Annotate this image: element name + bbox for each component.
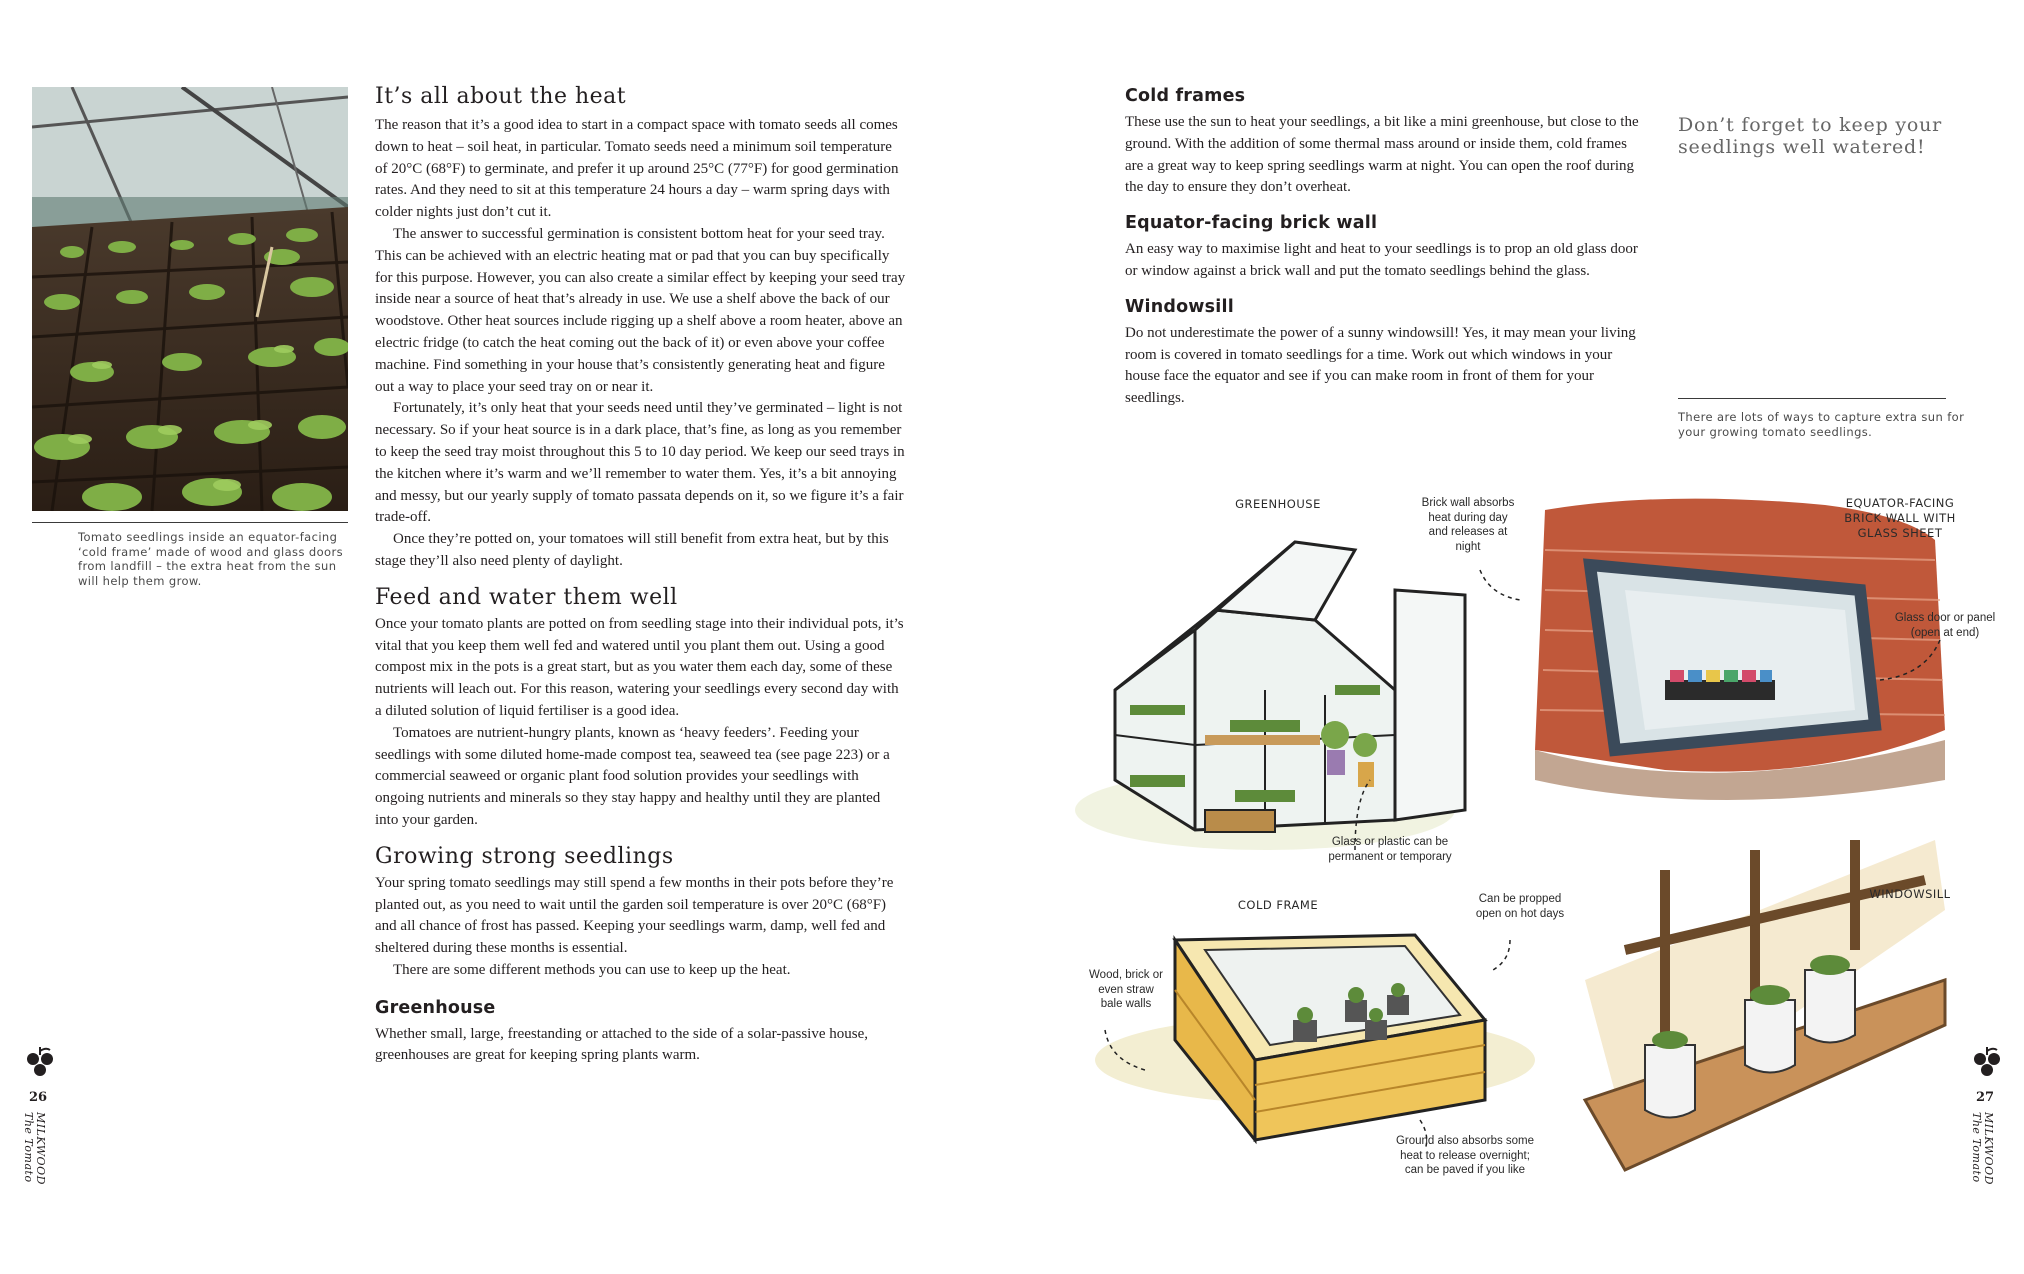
illustration-label-greenhouse: GREENHOUSE xyxy=(1235,497,1321,511)
running-head-book: MILKWOOD xyxy=(34,1112,47,1185)
illustration-note-cold-frame-open: Can be propped open on hot days xyxy=(1475,893,1565,920)
seedling-methods-illustration xyxy=(1065,480,1965,1200)
right-text-column xyxy=(1125,86,1645,410)
illustration-label-cold-frame: COLD FRAME xyxy=(1237,898,1319,912)
paragraph: These use the sun to heat your seedlings, a bit like a mini greenhouse, but close to the ground. With the addition of some thermal mass around or inside them, cold frames are a great way to keep spring seedlings warm at night. You can open the roof during the day to ensure they don’t overheat. xyxy=(1125,114,1639,196)
section-brick-wall-body xyxy=(1125,239,1645,283)
illustration-note-glass: Glass door or panel (open at end) xyxy=(1894,612,1996,639)
section-windowsill-body xyxy=(1125,323,1645,410)
illustration-note-brick-wall: Brick wall absorbs heat during day and releases at night xyxy=(1421,497,1515,553)
left-text-column xyxy=(375,84,907,1067)
heading-brick-wall: Equator-facing brick wall xyxy=(1125,213,1378,234)
illustration-note-cold-frame-walls: Wood, brick or even straw bale walls xyxy=(1089,969,1163,1010)
photo-caption-rule xyxy=(32,522,348,523)
heading-feed: Feed and water them well xyxy=(375,584,678,610)
illustration-note-greenhouse: Glass or plastic can be permanent or temporary xyxy=(1328,836,1452,863)
paragraph: Tomatoes are nutrient-hungry plants, known as ‘heavy feeders’. Feeding your seedlings with some diluted home-made compost tea, seaweed tea (see page 223) or a commercial seaweed or organic plant food solution provides your seedlings with ongoing nutrients and minerals so they stay happy and healthy until they are planted into your garden. xyxy=(375,724,890,828)
heading-windowsill: Windowsill xyxy=(1125,296,1234,317)
paragraph: Do not underestimate the power of a sunny windowsill! Yes, it may mean your living room is covered in tomato seedlings for a time. Work out which windows in your house face the equator and see if you can make room in front of them for your seedlings. xyxy=(1125,324,1636,407)
running-head-left xyxy=(22,1112,46,1192)
running-head-chapter: The Tomato xyxy=(22,1112,35,1183)
greenhouse-drawing xyxy=(1075,542,1465,850)
paragraph: There are some different methods you can use to keep up the heat. xyxy=(393,961,791,978)
heading-heat: It’s all about the heat xyxy=(375,84,627,109)
paragraph: An easy way to maximise light and heat to your seedlings is to prop an old glass door or window against a brick wall and put the tomato seedlings behind the glass. xyxy=(1125,241,1638,279)
page-number-left: 26 xyxy=(29,1090,48,1105)
running-head-chapter: The Tomato xyxy=(1970,1112,1983,1183)
paragraph: Your spring tomato seedlings may still spend a few months in their pots before they’re planted out, as you need to wait until the garden soil temperature is over 20°C (68°F) and all chance of frost has passed. Keeping your seedlings warm, damp, well fed and sheltered during these months is essential. xyxy=(375,874,894,957)
heading-cold-frames: Cold frames xyxy=(1125,86,1246,106)
illustration-note-ground: Ground also absorbs some heat to release overnight; can be paved if you like xyxy=(1395,1135,1535,1176)
running-head-right xyxy=(1970,1112,1994,1192)
paragraph: Once your tomato plants are potted on from seedling stage into their individual pots, it’s vital that you keep them well fed and watered until you plant them out. Using a good compost mix in the pots is a great start, but as you water them each day, some of these nutrients will leach out. For this reason, watering your seedlings every second day with a diluted solution of liquid fertiliser is a good idea. xyxy=(375,615,904,719)
illustration-label-brick-wall: EQUATOR-FACING BRICK WALL WITH GLASS SHEET xyxy=(1844,496,1956,540)
pull-quote: Don’t forget to keep your seedlings well watered! xyxy=(1678,114,1943,158)
illustration-label-windowsill: WINDOWSILL xyxy=(1869,887,1951,901)
tomato-logo-icon xyxy=(1972,1045,2002,1082)
running-head-book: MILKWOOD xyxy=(1982,1112,1995,1185)
section-heat-body xyxy=(375,115,907,573)
section-feed-body xyxy=(375,614,907,832)
paragraph: The reason that it’s a good idea to start in a compact space with tomato seeds all comes down to heat – soil heat, in particular. Tomato seeds need a minimum soil temperature of 20°C (68°F) to germinate, and prefer it up around 25°C (77°F) for good germination rates. And they need to sit at this temperature 24 hours a day – warm spring days with colder nights just don’t cut it. xyxy=(375,117,899,221)
tomato-logo-icon xyxy=(25,1045,55,1082)
side-caption-rule xyxy=(1678,398,1946,399)
brick-wall-drawing xyxy=(1535,499,1945,800)
heading-growing: Growing strong seedlings xyxy=(375,843,674,869)
section-greenhouse-body xyxy=(375,1024,907,1068)
seedlings-photo xyxy=(32,87,348,511)
side-caption: There are lots of ways to capture extra sun for your growing tomato seedlings. xyxy=(1678,410,1965,439)
paragraph: Whether small, large, freestanding or attached to the side of a solar-passive house, greenhouses are great for keeping spring plants warm. xyxy=(375,1025,869,1064)
section-growing-body xyxy=(375,873,907,982)
cold-frame-drawing xyxy=(1095,935,1535,1140)
heading-greenhouse: Greenhouse xyxy=(375,997,496,1018)
paragraph: Fortunately, it’s only heat that your seeds need until they’ve germinated – light is not necessary. So if your heat source is in a dark place, that’s fine, as long as you remember to keep the seed tray moist throughout this 5 to 10 day period. We keep our seed trays in the kitchen where it’s warm and we’ll remember to water them. Yes, it’s a bit annoying and messy, but our yearly supply of tomato passata depends on it, so we figure it’s a fair trade-off. xyxy=(375,400,905,526)
section-cold-frames-body xyxy=(1125,112,1645,199)
paragraph: Once they’re potted on, your tomatoes will still benefit from extra heat, but by this stage they’ll also need plenty of daylight. xyxy=(375,531,889,569)
photo-caption: Tomato seedlings inside an equator-facing ‘cold frame’ made of wood and glass doors from landfill – the extra heat from the sun will help them grow. xyxy=(78,530,343,588)
page-number-right: 27 xyxy=(1976,1090,1995,1105)
paragraph: The answer to successful germination is consistent bottom heat for your seed tray. This can be achieved with an electric heating mat or pad that you can buy specifically for this purpose. However, you can also create a similar effect by keeping your seed tray inside near a source of heat that’s already in use. We use a shelf above the back of our woodstove. Other heat sources include rigging up a shelf above a room heater, above an electric fridge (to catch the heat coming out the back of it) or even above your coffee machine. Find something in your house that’s consistently generating heat and figure out a way to place your seed tray on or near it. xyxy=(375,225,906,395)
